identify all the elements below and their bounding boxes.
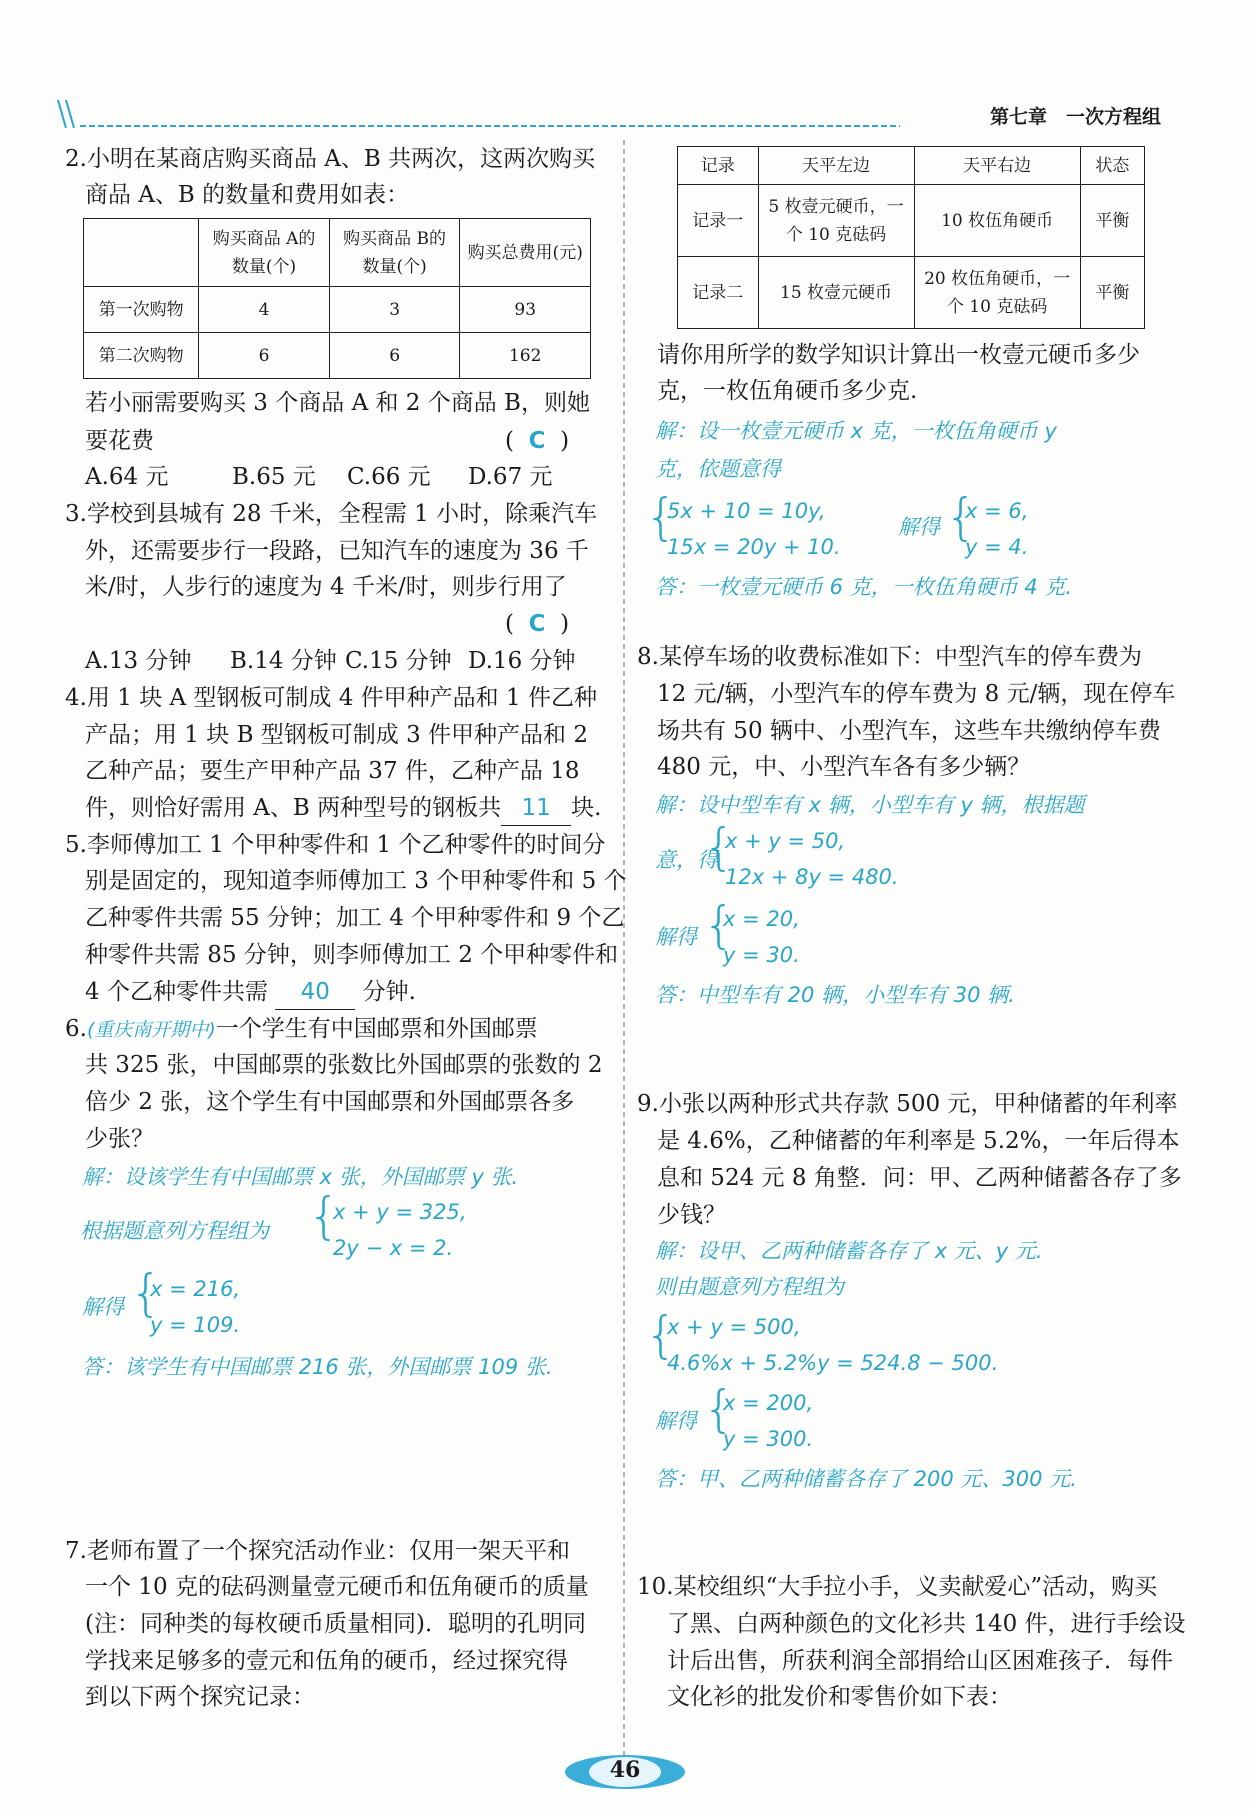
table-cell: 记录二 <box>678 257 759 329</box>
q7-line: 克，一枚伍角硬币多少克. <box>657 378 918 404</box>
brace-icon: { <box>945 488 977 546</box>
q9-result-label: 解得 <box>655 1409 697 1433</box>
q7-line: 请你用所学的数学知识计算出一枚壹元硬币多少 <box>657 342 1140 368</box>
q6-result: x = 216, <box>150 1277 241 1301</box>
q7-result: y = 4. <box>965 535 1029 559</box>
q3-line: 外，还需要步行一段路，已知汽车的速度为 36 千 <box>85 538 589 564</box>
q9-line: 9.小张以两种形式共存款 500 元，甲种储蓄的年利率 <box>637 1091 1178 1117</box>
q3-option: C.15 分钟 <box>345 648 452 674</box>
q6-result: y = 109. <box>150 1313 241 1337</box>
q7-line: 一个 10 克的砝码测量壹元硬币和伍角硬币的质量 <box>85 1574 589 1600</box>
chapter-title: 第七章 一次方程组 <box>990 106 1162 128</box>
table-cell: 记录一 <box>678 185 759 257</box>
q10-line: 文化衫的批发价和零售价如下表： <box>667 1684 1012 1710</box>
q6-solution-label: 根据题意列方程组为 <box>80 1219 269 1243</box>
q2-option: B.65 元 <box>232 464 316 490</box>
table-cell: 第一次购物 <box>84 287 199 333</box>
q9-line: 息和 524 元 8 角整．问：甲、乙两种储蓄各存了多 <box>657 1165 1182 1191</box>
q6-solution-let: 解：设该学生有中国邮票 x 张，外国邮票 y 张. <box>82 1165 519 1189</box>
q10-line: 10.某校组织“大手拉小手，义卖献爱心”活动，购买 <box>637 1574 1158 1600</box>
q8-result: x = 20, <box>723 907 800 931</box>
q8-answer: 答：中型车有 20 辆，小型车有 30 辆. <box>655 983 1015 1007</box>
table-cell: 10 枚伍角硬币 <box>914 185 1080 257</box>
q2-option: C.66 元 <box>347 464 431 490</box>
page-number: 46 <box>609 1757 641 1783</box>
q2-option: A.64 元 <box>85 464 169 490</box>
q7-line: (注：同种类的每枚硬币质量相同)．聪明的孔明同 <box>85 1611 586 1637</box>
q3-option: D.16 分钟 <box>468 648 576 674</box>
q7-solution-eq: 15x = 20y + 10. <box>667 535 841 559</box>
q3-line: 米/时，人步行的速度为 4 千米/时，则步行用了 <box>85 574 567 600</box>
q9-solution-label: 则由题意列方程组为 <box>655 1275 844 1299</box>
q2-table <box>83 218 591 379</box>
q6-line: 少张？ <box>85 1126 154 1152</box>
table-cell: 15 枚壹元硬币 <box>758 257 914 329</box>
table-cell: 6 <box>199 333 330 379</box>
q5-line: 5.李师傅加工 1 个甲种零件和 1 个乙种零件的时间分 <box>65 832 606 858</box>
q9-solution-let: 解：设甲、乙两种储蓄各存了 x 元、y 元. <box>655 1239 1043 1263</box>
q3-option: B.14 分钟 <box>230 648 337 674</box>
table-cell: 购买商品 A的数量(个) <box>199 219 330 287</box>
q5-line: 别是固定的，现知道李师傅加工 3 个甲种零件和 5 个 <box>85 868 627 894</box>
q4-line: 4.用 1 块 A 型钢板可制成 4 件甲种产品和 1 件乙种 <box>65 685 597 711</box>
table-cell <box>84 219 199 287</box>
table-cell: 162 <box>460 333 591 379</box>
q9-solution-eq: x + y = 500, <box>667 1315 801 1339</box>
q7-solution-let: 克，依题意得 <box>655 457 781 481</box>
q10-line: 了黑、白两种颜色的文化衫共 140 件，进行手绘设 <box>667 1611 1186 1637</box>
table-cell: 第二次购物 <box>84 333 199 379</box>
q8-line: 12 元/辆，小型汽车的停车费为 8 元/辆，现在停车 <box>657 681 1176 707</box>
q5-answer-blank: 40 <box>275 975 355 1010</box>
table-cell: 6 <box>329 333 460 379</box>
q9-line: 少钱？ <box>657 1202 726 1228</box>
table-cell: 天平左边 <box>758 147 914 185</box>
q5-line: 种零件共需 85 分钟，则李师傅加工 2 个甲种零件和 <box>85 942 619 968</box>
q4-line: 乙种产品；要生产甲种产品 37 件，乙种产品 18 <box>85 758 580 784</box>
brace-icon: { <box>703 818 735 876</box>
table-cell: 5 枚壹元硬币，一个 10 克砝码 <box>758 185 914 257</box>
table-cell: 购买总费用(元) <box>460 219 591 287</box>
table-cell: 平衡 <box>1080 185 1144 257</box>
q7-result-label: 解得 <box>898 515 940 539</box>
q4-line: 件，则恰好需用 A、B 两种型号的钢板共 11 块. <box>85 791 601 826</box>
q7-line: 学找来足够多的壹元和伍角的硬币，经过探究得 <box>85 1648 568 1674</box>
q2-line: 2.小明在某商店购买商品 A、B 共两次，这两次购买 <box>65 146 596 172</box>
q2-option: D.67 元 <box>468 464 553 490</box>
table-cell: 记录 <box>678 147 759 185</box>
q8-solution-eq: 12x + 8y = 480. <box>725 865 899 889</box>
q8-result-label: 解得 <box>655 925 697 949</box>
q8-line: 480 元，中、小型汽车各有多少辆？ <box>657 754 1031 780</box>
table-cell: 3 <box>329 287 460 333</box>
q2-line: 要花费 <box>85 428 154 454</box>
q8-solution-eq: x + y = 50, <box>725 829 846 853</box>
q7-answer: 答：一枚壹元硬币 6 克，一枚伍角硬币 4 克. <box>655 575 1073 599</box>
q7-line: 7.老师布置了一个探究活动作业：仅用一架天平和 <box>65 1538 570 1564</box>
q2-line: 商品 A、B 的数量和费用如表： <box>85 182 410 208</box>
q6-solution-eq: x + y = 325, <box>333 1200 467 1224</box>
table-cell: 平衡 <box>1080 257 1144 329</box>
q7-result: x = 6, <box>965 499 1029 523</box>
brace-icon: { <box>703 896 735 954</box>
q8-solution-let: 解：设中型车有 x 辆，小型车有 y 辆，根据题 <box>655 793 1085 817</box>
column-divider <box>622 140 626 1780</box>
q8-result: y = 30. <box>723 943 800 967</box>
q7-line: 到以下两个探究记录： <box>85 1684 315 1710</box>
q4-line: 产品；用 1 块 B 型钢板可制成 3 件甲种产品和 2 <box>85 722 588 748</box>
table-cell: 天平右边 <box>914 147 1080 185</box>
q3-line: 3.学校到县城有 28 千米，全程需 1 小时，除乘汽车 <box>65 501 598 527</box>
table-cell: 4 <box>199 287 330 333</box>
table-cell: 93 <box>460 287 591 333</box>
brace-icon: { <box>130 1264 162 1322</box>
q3-option: A.13 分钟 <box>85 648 192 674</box>
q10-line: 计后出售，所获利润全部捐给山区困难孩子．每件 <box>667 1648 1173 1674</box>
q7-solution-let: 解：设一枚壹元硬币 x 克，一枚伍角硬币 y <box>655 419 1057 443</box>
brace-icon: { <box>645 1306 677 1364</box>
table-cell: 状态 <box>1080 147 1144 185</box>
brace-icon: { <box>703 1380 735 1438</box>
q5-line: 4 个乙种零件共需 40 分钟. <box>85 975 416 1010</box>
q7-solution-eq: 5x + 10 = 10y, <box>667 499 826 523</box>
brace-icon: { <box>645 488 677 546</box>
q9-result: y = 300. <box>723 1427 814 1451</box>
q3-answer: ( C ) <box>505 611 570 637</box>
q4-answer-blank: 11 <box>501 791 571 826</box>
q9-line: 是 4.6%，乙种储蓄的年利率是 5.2%，一年后得本 <box>657 1128 1180 1154</box>
q6-line: 倍少 2 张，这个学生有中国邮票和外国邮票各多 <box>85 1089 575 1115</box>
q8-line: 场共有 50 辆中、小型汽车，这些车共缴纳停车费 <box>657 718 1161 744</box>
q9-result: x = 200, <box>723 1391 814 1415</box>
q2-line: 若小丽需要购买 3 个商品 A 和 2 个商品 B，则她 <box>85 390 590 416</box>
q8-line: 8.某停车场的收费标准如下：中型汽车的停车费为 <box>637 644 1142 670</box>
source-tag: (重庆南开期中) <box>86 1019 216 1041</box>
q6-solution-eq: 2y − x = 2. <box>333 1236 454 1260</box>
q6-line: 6.(重庆南开期中)一个学生有中国邮票和外国邮票 <box>65 1016 538 1042</box>
table-cell: 20 枚伍角硬币，一个 10 克砝码 <box>914 257 1080 329</box>
q8-solution-label: 意，得 <box>655 848 718 872</box>
q6-result-label: 解得 <box>82 1295 124 1319</box>
q7-table <box>677 146 1145 329</box>
brace-icon: { <box>308 1187 340 1245</box>
q6-answer: 答：该学生有中国邮票 216 张，外国邮票 109 张. <box>82 1355 553 1379</box>
q5-line: 乙种零件共需 55 分钟；加工 4 个甲种零件和 9 个乙 <box>85 905 625 931</box>
q9-answer: 答：甲、乙两种储蓄各存了 200 元、300 元. <box>655 1467 1077 1491</box>
q6-line: 共 325 张，中国邮票的张数比外国邮票的张数的 2 <box>85 1052 603 1078</box>
q2-answer: ( C ) <box>505 428 570 454</box>
table-cell: 购买商品 B的数量(个) <box>329 219 460 287</box>
q9-solution-eq: 4.6%x + 5.2%y = 524.8 − 500. <box>667 1351 999 1375</box>
